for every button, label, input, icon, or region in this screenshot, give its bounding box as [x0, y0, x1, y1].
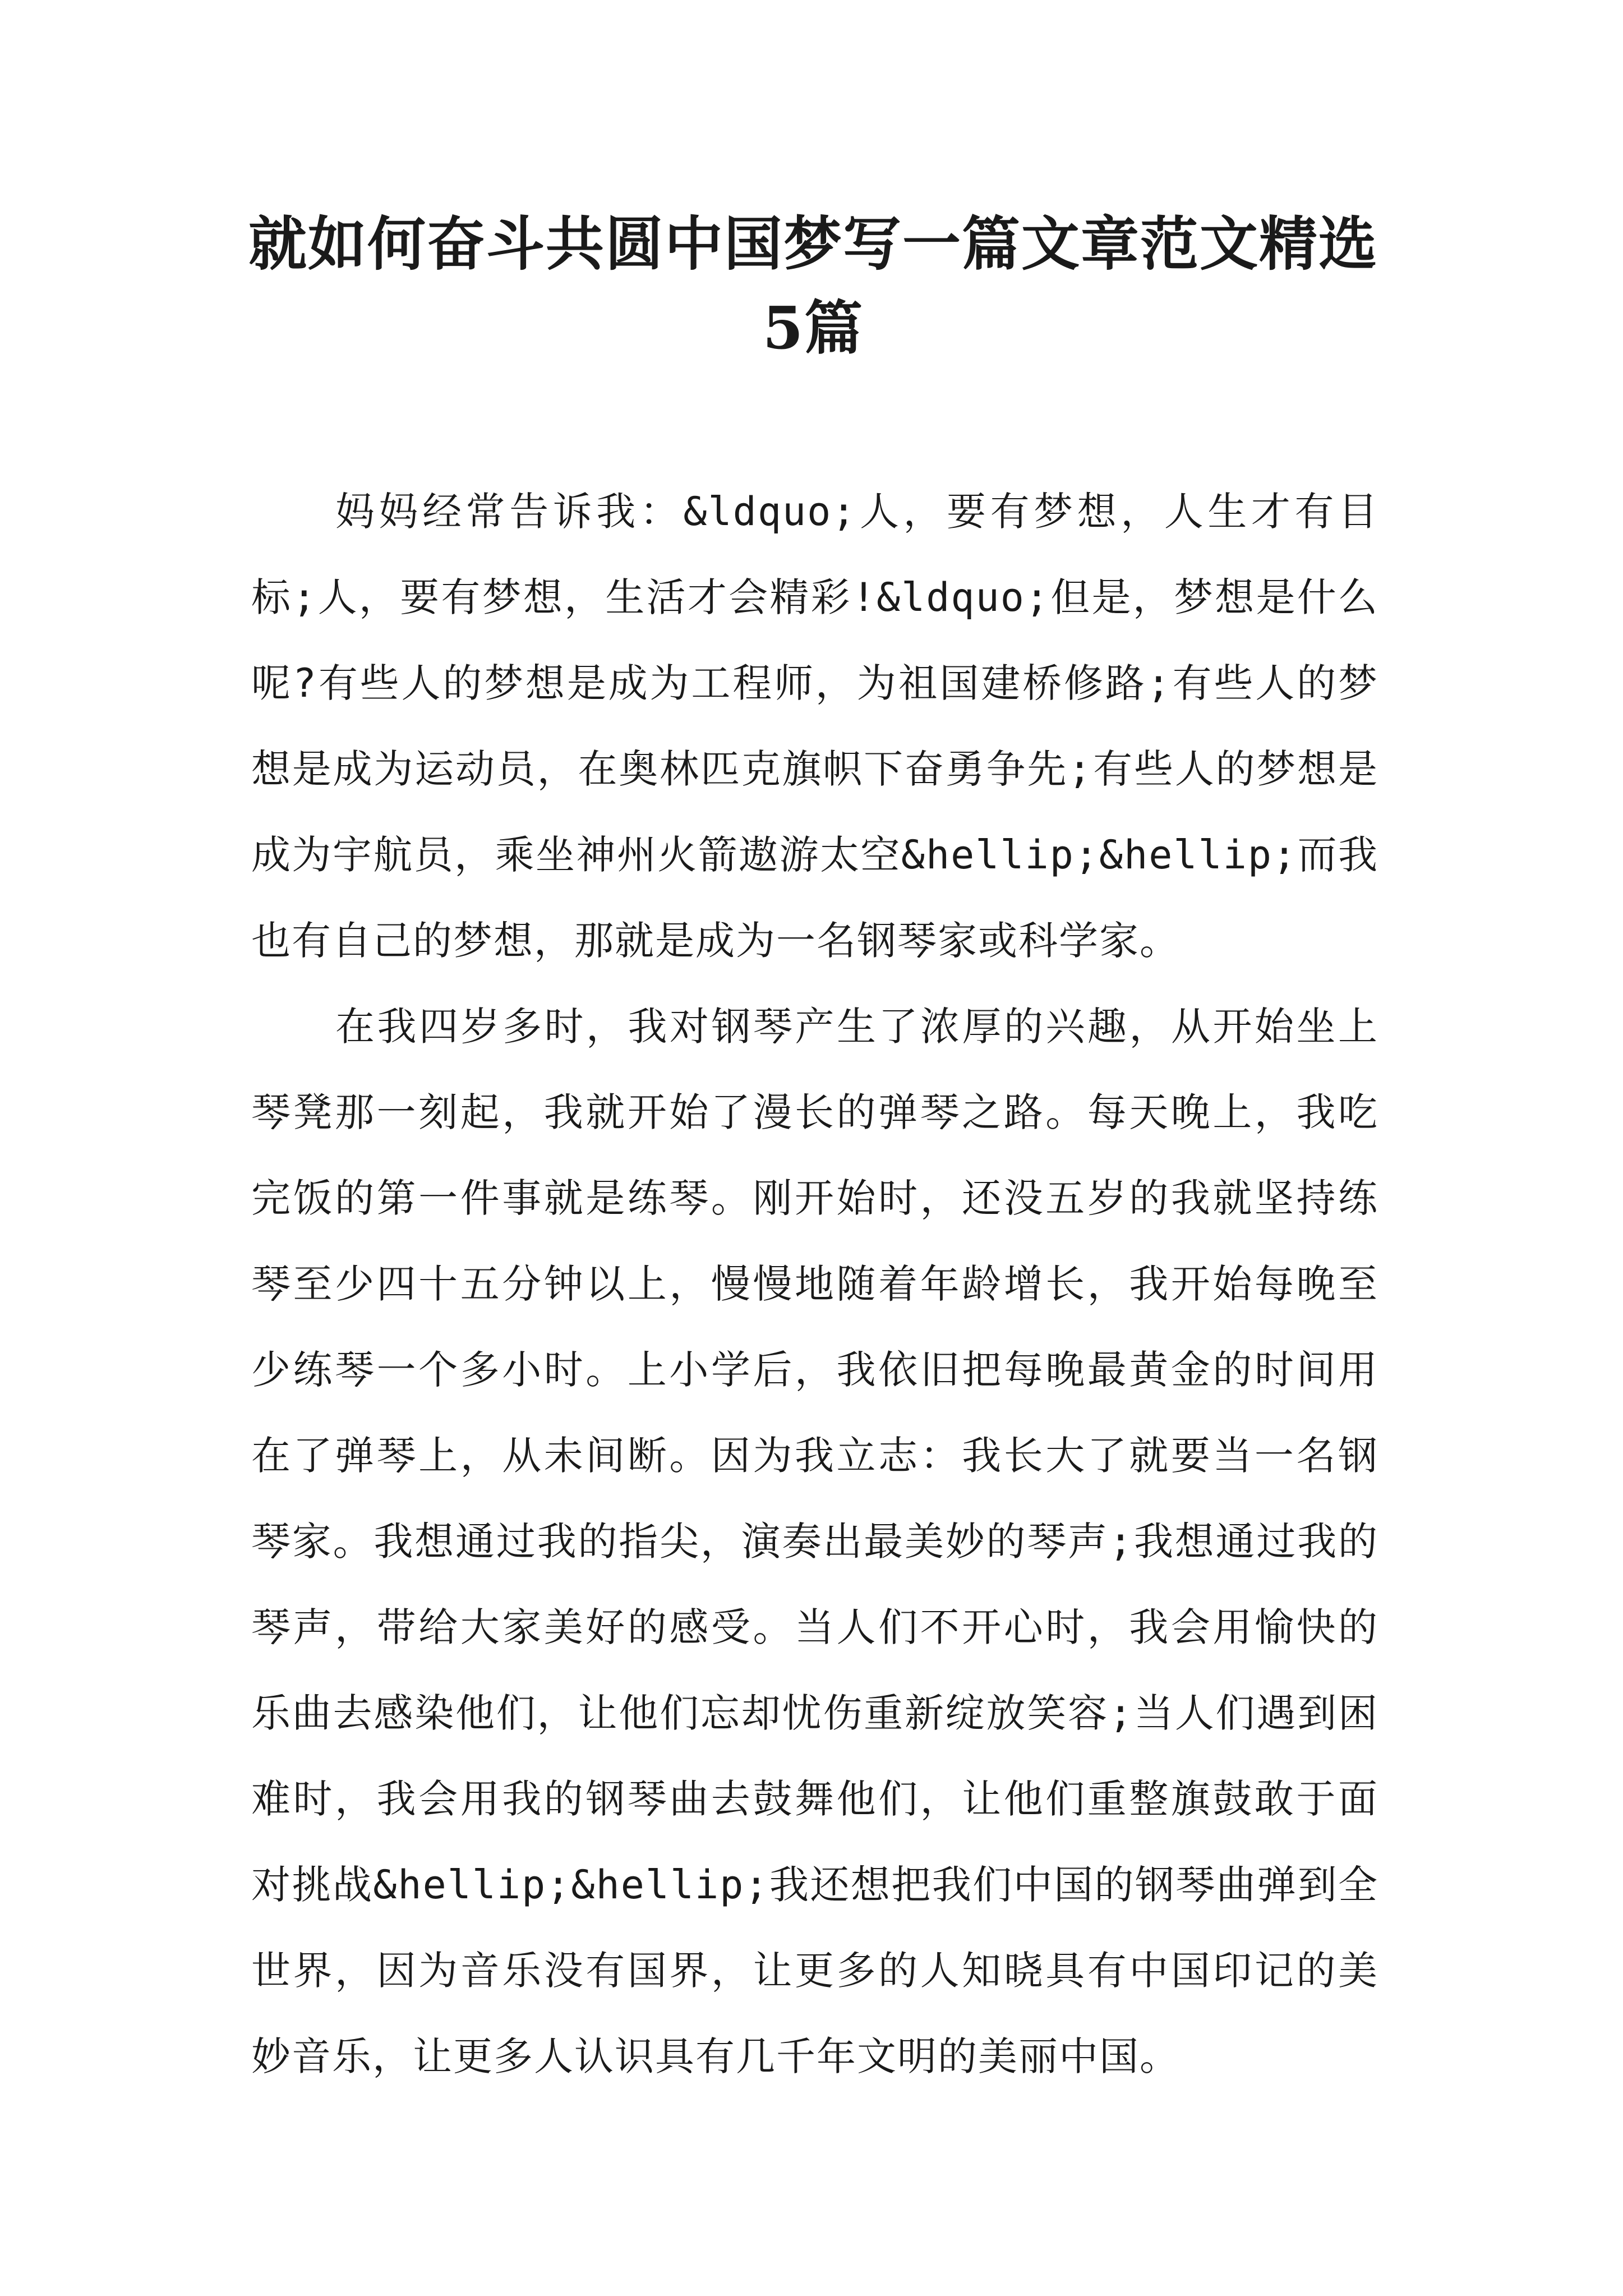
article-body	[251, 469, 1378, 2100]
paragraph: 在我四岁多时，我对钢琴产生了浓厚的兴趣，从开始坐上琴凳那一刻起，我就开始了漫长的弹琴之路。每天晚上，我吃完饭的第一件事就是练琴。刚开始时，还没五岁的我就坚持练琴至少四十五分钟以上，慢慢地随着年龄增长，我开始每晚至少练琴一个多小时。上小学后，我依旧把每晚最黄金的时间用在了弹琴上，从未间断。因为我立志：我长大了就要当一名钢琴家。我想通过我的指尖，演奏出最美妙的琴声;我想通过我的琴声，带给大家美好的感受。当人们不开心时，我会用愉快的乐曲去感染他们，让他们忘却忧伤重新绽放笑容;当人们遇到困难时，我会用我的钢琴曲去鼓舞他们，让他们重整旗鼓敢于面对挑战&hellip;&hellip;我还想把我们中国的钢琴曲弹到全世界，因为音乐没有国界，让更多的人知晓具有中国印记的美妙音乐，让更多人认识具有几千年文明的美丽中国。	[251, 1004, 1378, 2079]
page-title: 就如何奋斗共圆中国梦写一篇文章范文精选5篇	[248, 209, 1378, 362]
paragraph: 妈妈经常告诉我：&ldquo;人，要有梦想，人生才有目标;人，要有梦想，生活才会精彩!&ldquo;但是，梦想是什么呢?有些人的梦想是成为工程师，为祖国建桥修路;有些人的梦想是成为运动员，在奥林匹克旗帜下奋勇争先;有些人的梦想是成为宇航员，乘坐神州火箭遨游太空&hellip;&hellip;而我也有自己的梦想，那就是成为一名钢琴家或科学家。	[251, 489, 1378, 964]
